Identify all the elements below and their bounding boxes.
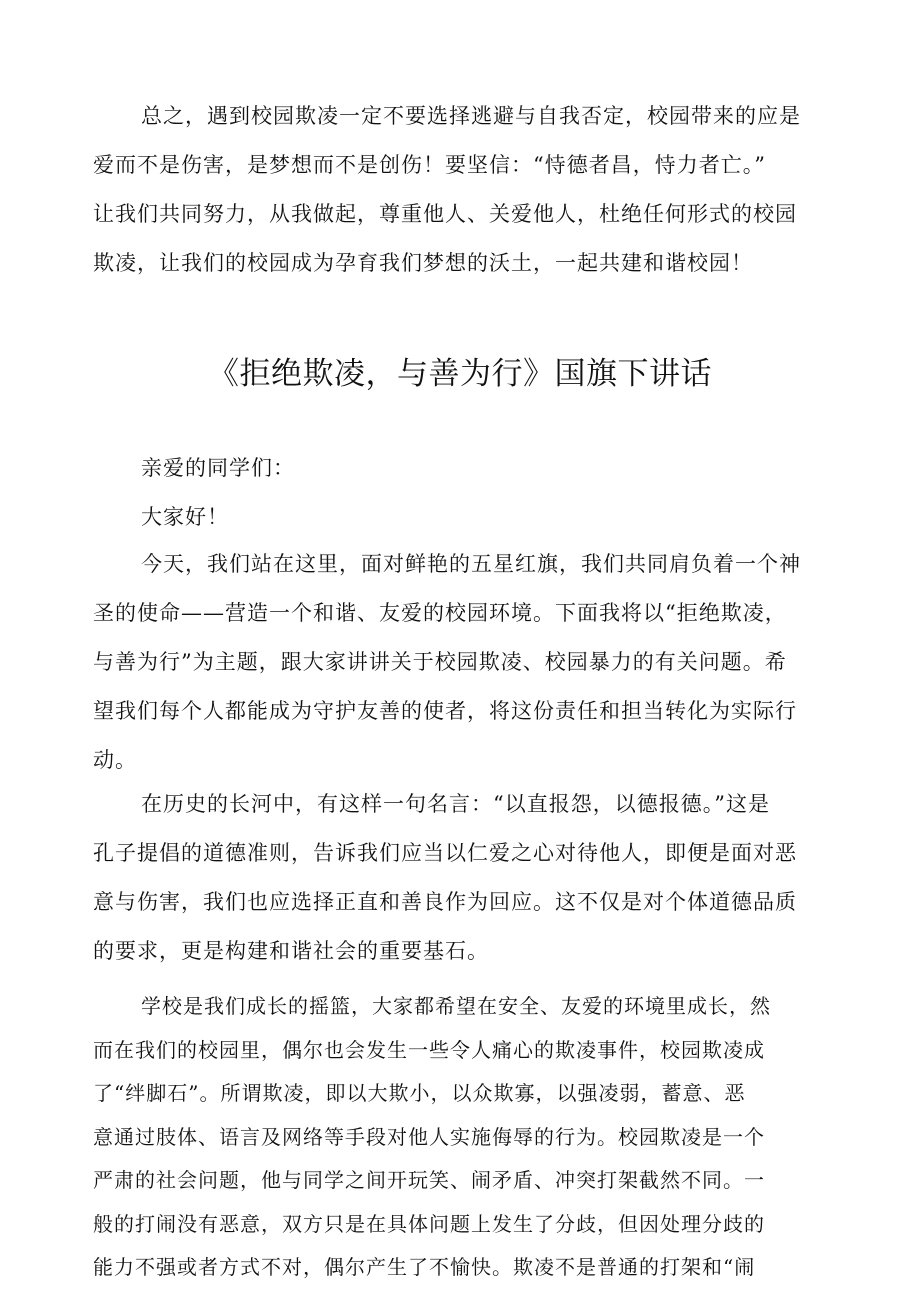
text-line: 在历史的长河中，有这样一句名言：“以直报怨，以德报德。”这是: [141, 792, 770, 816]
paragraph-3: [93, 985, 831, 1290]
text-line: 意通过肢体、语言及网络等手段对他人实施侮辱的行为。校园欺凌是一个: [93, 1124, 765, 1149]
salutation-block: [93, 444, 831, 542]
text-line: 孔子提倡的道德准则，告诉我们应当以仁爱之心对待他人，即便是面对恶: [93, 841, 797, 865]
text-line: 般的打闹没有恶意，双方只是在具体问题上发生了分歧，但因处理分歧的: [93, 1211, 765, 1236]
text-line: 爱而不是伤害，是梦想而不是创伤！要坚信：“恃德者昌，恃力者亡。”: [93, 153, 766, 177]
text-line: 了“绊脚石”。所谓欺凌，即以大欺小，以众欺寡，以强凌弱，蓄意、恶: [93, 1081, 746, 1105]
greeting: 大家好！: [141, 505, 229, 529]
text-line: 与善为行”为主题，跟大家讲讲关于校园欺凌、校园暴力的有关问题。希: [93, 650, 787, 674]
text-line: 动。: [93, 748, 137, 772]
text-line: 让我们共同努力，从我做起，尊重他人、关爱他人，杜绝任何形式的校园: [93, 202, 797, 226]
paragraph-1: [93, 540, 831, 785]
text-line: 望我们每个人都能成为守护友善的使者，将这份责任和担当转化为实际行: [93, 699, 797, 723]
text-line: 而在我们的校园里，偶尔也会发生一些令人痛心的欺凌事件，校园欺凌成: [93, 1037, 765, 1062]
text-line: 总之，遇到校园欺凌一定不要选择逃避与自我否定，校园带来的应是: [141, 104, 801, 128]
speech-title: 《拒绝欺凌，与善为行》国旗下讲话: [208, 356, 712, 392]
text-line: 意与伤害，我们也应选择正直和善良作为回应。这不仅是对个体道德品质: [93, 890, 797, 914]
text-line: 能力不强或者方式不对，偶尔产生了不愉快。欺凌不是普通的打架和“闹: [93, 1255, 756, 1279]
text-line: 的要求，更是构建和谐社会的重要基石。: [93, 939, 489, 963]
text-line: 欺凌，让我们的校园成为孕育我们梦想的沃土，一起共建和谐校园！: [93, 251, 753, 275]
text-line: 圣的使命——营造一个和谐、友爱的校园环境。下面我将以“拒绝欺凌，: [93, 601, 787, 625]
text-line: 学校是我们成长的摇篮，大家都希望在安全、友爱的环境里成长，然: [141, 994, 771, 1018]
text-line: 严肃的社会问题，他与同学之间开玩笑、闹矛盾、冲突打架截然不同。一: [93, 1168, 765, 1192]
paragraph-2: [93, 780, 831, 976]
closing-paragraph: [93, 92, 831, 288]
text-line: 今天，我们站在这里，面对鲜艳的五星红旗，我们共同肩负着一个神: [141, 552, 801, 576]
salutation: 亲爱的同学们：: [141, 456, 295, 480]
